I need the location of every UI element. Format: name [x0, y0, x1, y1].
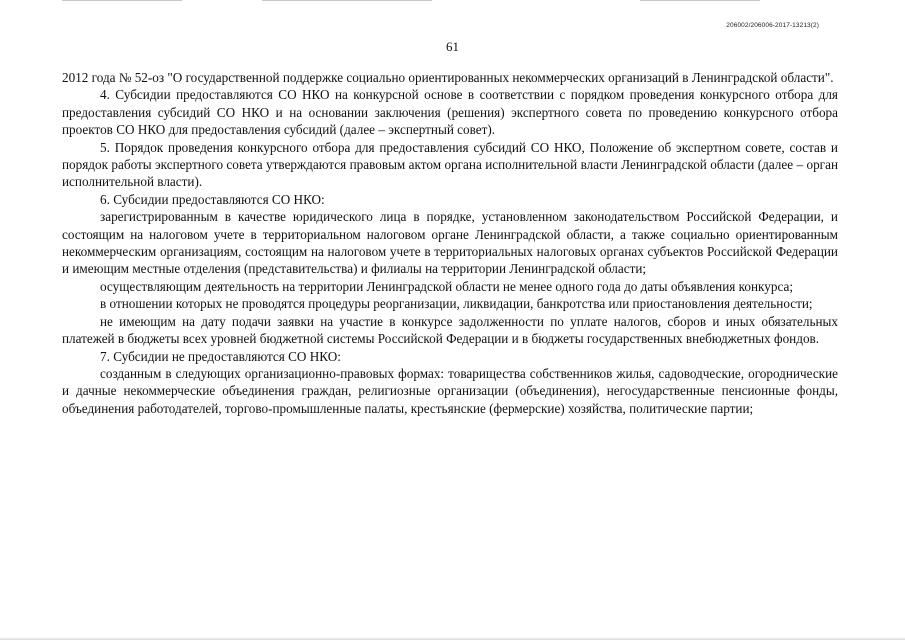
- page-number: 61: [446, 39, 459, 54]
- eligibility-item-no-tax-debt: не имеющим на дату подачи заявки на участие в конкурсе задолженности по уплате налогов, сборов и иных обязательных платежей в бюджеты всех уровней бюджетной системы Российской Федерации и в бюджеты государственных внебюджетных фондов.: [62, 313, 838, 347]
- document-body: [62, 69, 838, 417]
- exclusion-item-legal-forms: созданным в следующих организационно-правовых формах: товарищества собственников жилья, садоводческие, огороднические и дачные некоммерческие объединения граждан, религиозные организации (объединения), негосударственные пенсионные фонды, объединения работодателей, торгово-промышленные палаты, крестьянские (фермерские) хозяйства, политические партии;: [62, 365, 838, 416]
- paragraph-law-reference-continuation: 2012 года № 52-оз "О государственной поддержке социально ориентированных некоммерческих организаций в Ленинградской области".: [62, 70, 834, 85]
- paragraph-7-exclusions-heading: 7. Субсидии не предоставляются СО НКО:: [100, 348, 341, 364]
- paragraph-5-selection-procedure: 5. Порядок проведения конкурсного отбора для предоставления субсидий СО НКО, Положение об экспертном совете, состав и порядок работы экспертного совета утверждаются правовым актом органа исполнительной власти Ленинградской области (далее – орган исполнительной власти).: [62, 139, 838, 190]
- eligibility-item-registered: зарегистрированным в качестве юридического лица в порядке, установленном законодательством Российской Федерации, и состоящим на налоговом учете в территориальном налоговом органе Ленинградской области, а также социально ориентированным некоммерческим организациям, состоящим на налоговом учете в территориальных налоговых органах субъектов Российской Федерации и имеющим местные отделения (представительства) и филиалы на территории Ленинградской области;: [62, 209, 838, 277]
- eligibility-item-no-reorganization: в отношении которых не проводятся процедуры реорганизации, ликвидации, банкротства или приостановления деятельности;: [100, 296, 813, 312]
- eligibility-item-one-year-activity: осуществляющим деятельность на территории Ленинградской области не менее одного года до даты объявления конкурса;: [100, 278, 793, 294]
- paragraph-4-competitive-basis: 4. Субсидии предоставляются СО НКО на конкурсной основе в соответствии с порядком проведения конкурсного отбора для предоставления субсидий СО НКО и на основании заключения (решения) экспертного совета по проведению конкурсного отбора проектов СО НКО для предоставления субсидий (далее – экспертный совет).: [62, 87, 838, 138]
- scan-edge-line: [262, 0, 432, 1]
- document-code: 206002/206006-2017-13213(2): [726, 22, 819, 29]
- scan-edge-line: [640, 0, 760, 1]
- paragraph-6-eligibility-heading: 6. Субсидии предоставляются СО НКО:: [100, 191, 325, 207]
- scan-edge-line: [62, 0, 182, 1]
